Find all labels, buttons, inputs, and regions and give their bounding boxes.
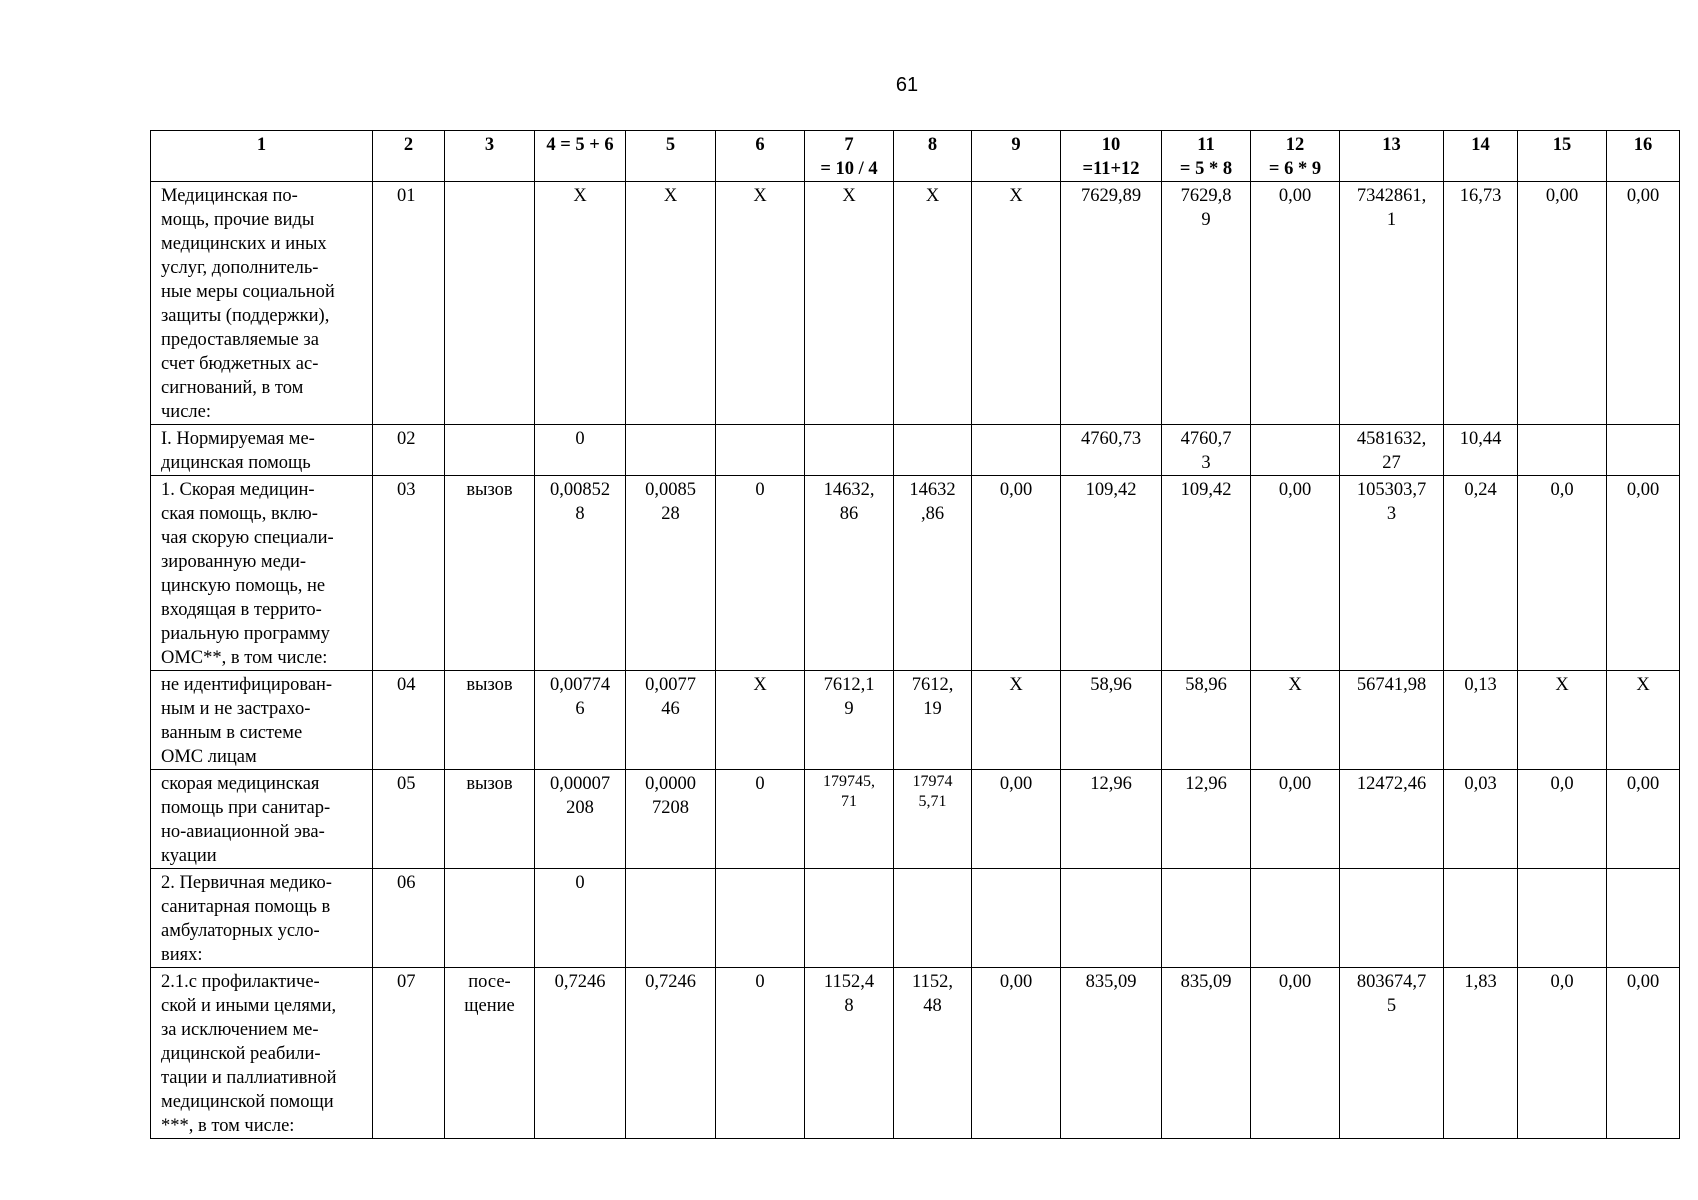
row-code-cell: 05 — [373, 770, 445, 869]
value-cell: 0,00 — [1607, 476, 1680, 671]
header-row — [151, 131, 1680, 182]
value-cell: 7342861, 1 — [1340, 182, 1444, 425]
value-cell: 14632 ,86 — [894, 476, 972, 671]
value-cell — [716, 869, 805, 968]
table-row — [151, 869, 1680, 968]
value-cell: 4581632, 27 — [1340, 425, 1444, 476]
value-cell: 0,13 — [1444, 671, 1518, 770]
value-cell: 0,00 — [1607, 182, 1680, 425]
header-cell: 8 — [894, 131, 972, 182]
header-cell: 9 — [972, 131, 1061, 182]
row-code-cell: 03 — [373, 476, 445, 671]
value-cell: 105303,7 3 — [1340, 476, 1444, 671]
value-cell — [716, 425, 805, 476]
value-cell: 12472,46 — [1340, 770, 1444, 869]
data-table — [150, 130, 1680, 1139]
value-cell: 0,0 — [1518, 770, 1607, 869]
value-cell: 58,96 — [1061, 671, 1162, 770]
header-cell: 3 — [445, 131, 535, 182]
value-cell: X — [1518, 671, 1607, 770]
row-code-cell: 01 — [373, 182, 445, 425]
value-cell — [1518, 425, 1607, 476]
value-cell: 4760,73 — [1061, 425, 1162, 476]
value-cell: 7629,89 — [1061, 182, 1162, 425]
header-cell: 10 =11+12 — [1061, 131, 1162, 182]
value-cell: 1,83 — [1444, 968, 1518, 1139]
row-name-cell: I. Нормируемая ме- дицинская помощь — [151, 425, 373, 476]
value-cell: 0,03 — [1444, 770, 1518, 869]
value-cell: 0 — [716, 476, 805, 671]
value-cell — [972, 425, 1061, 476]
value-cell: 0,00 — [972, 968, 1061, 1139]
value-cell: X — [626, 182, 716, 425]
value-cell: 1152,4 8 — [805, 968, 894, 1139]
header-cell: 4 = 5 + 6 — [535, 131, 626, 182]
value-cell: 4760,7 3 — [1162, 425, 1251, 476]
value-cell: 1152, 48 — [894, 968, 972, 1139]
value-cell: 16,73 — [1444, 182, 1518, 425]
unit-cell: вызов — [445, 476, 535, 671]
unit-cell — [445, 182, 535, 425]
value-cell: 0,0085 28 — [626, 476, 716, 671]
value-cell: 835,09 — [1061, 968, 1162, 1139]
header-cell: 12 = 6 * 9 — [1251, 131, 1340, 182]
value-cell: 0,0 — [1518, 968, 1607, 1139]
value-cell: 0,00 — [1518, 182, 1607, 425]
header-cell: 14 — [1444, 131, 1518, 182]
value-cell: 0,00 — [1607, 968, 1680, 1139]
value-cell: 0,24 — [1444, 476, 1518, 671]
row-name-cell: 2.1.с профилактиче- ской и иными целями, за исключением ме- дицинской реабили- тации и паллиативной медицинской помощи ***, в том числе: — [151, 968, 373, 1139]
value-cell — [972, 869, 1061, 968]
header-cell: 5 — [626, 131, 716, 182]
table-row — [151, 770, 1680, 869]
table-row — [151, 671, 1680, 770]
value-cell: 0,00 — [1251, 476, 1340, 671]
row-name-cell: 1. Скорая медицин- ская помощь, вклю- чая скорую специали- зированную меди- цинскую помощь, не входящая в террито- риальную программу ОМС**, в том числе: — [151, 476, 373, 671]
value-cell: X — [894, 182, 972, 425]
value-cell: 7612, 19 — [894, 671, 972, 770]
value-cell: 0,00 — [972, 476, 1061, 671]
header-cell: 15 — [1518, 131, 1607, 182]
value-cell: 109,42 — [1162, 476, 1251, 671]
value-cell — [1061, 869, 1162, 968]
value-cell: 17974 5,71 — [894, 770, 972, 869]
value-cell: 0,7246 — [626, 968, 716, 1139]
value-cell — [1607, 869, 1680, 968]
header-cell: 7 = 10 / 4 — [805, 131, 894, 182]
value-cell: 0,0 — [1518, 476, 1607, 671]
value-cell: 12,96 — [1162, 770, 1251, 869]
table-row — [151, 476, 1680, 671]
unit-cell — [445, 425, 535, 476]
value-cell: 0,00774 6 — [535, 671, 626, 770]
unit-cell — [445, 869, 535, 968]
value-cell — [1518, 869, 1607, 968]
value-cell — [805, 869, 894, 968]
value-cell: 56741,98 — [1340, 671, 1444, 770]
value-cell — [1251, 425, 1340, 476]
value-cell: 0,00007 208 — [535, 770, 626, 869]
value-cell: 0,0077 46 — [626, 671, 716, 770]
value-cell: 0,0000 7208 — [626, 770, 716, 869]
value-cell: 0,00 — [1251, 182, 1340, 425]
value-cell: 0,00 — [1607, 770, 1680, 869]
row-code-cell: 04 — [373, 671, 445, 770]
value-cell: 0 — [716, 770, 805, 869]
value-cell: 14632, 86 — [805, 476, 894, 671]
value-cell: 10,44 — [1444, 425, 1518, 476]
unit-cell: вызов — [445, 671, 535, 770]
unit-cell: вызов — [445, 770, 535, 869]
value-cell: 109,42 — [1061, 476, 1162, 671]
value-cell — [626, 425, 716, 476]
header-cell: 2 — [373, 131, 445, 182]
row-name-cell: скорая медицинская помощь при санитар- но-авиационной эва- куации — [151, 770, 373, 869]
value-cell: X — [805, 182, 894, 425]
value-cell: 0 — [535, 425, 626, 476]
value-cell: 12,96 — [1061, 770, 1162, 869]
value-cell: 0,00852 8 — [535, 476, 626, 671]
header-cell: 16 — [1607, 131, 1680, 182]
value-cell — [894, 869, 972, 968]
row-code-cell: 02 — [373, 425, 445, 476]
value-cell: 0,00 — [972, 770, 1061, 869]
value-cell: 7612,1 9 — [805, 671, 894, 770]
table-row — [151, 968, 1680, 1139]
value-cell: 58,96 — [1162, 671, 1251, 770]
header-cell: 13 — [1340, 131, 1444, 182]
value-cell — [1251, 869, 1340, 968]
table-row — [151, 425, 1680, 476]
value-cell: X — [716, 182, 805, 425]
value-cell: 7629,8 9 — [1162, 182, 1251, 425]
value-cell: 0 — [716, 968, 805, 1139]
header-cell: 11 = 5 * 8 — [1162, 131, 1251, 182]
value-cell: 179745, 71 — [805, 770, 894, 869]
table-row — [151, 182, 1680, 425]
value-cell — [894, 425, 972, 476]
value-cell: X — [972, 671, 1061, 770]
row-name-cell: 2. Первичная медико- санитарная помощь в амбулаторных усло- виях: — [151, 869, 373, 968]
value-cell — [805, 425, 894, 476]
value-cell — [1340, 869, 1444, 968]
unit-cell: посе- щение — [445, 968, 535, 1139]
row-code-cell: 07 — [373, 968, 445, 1139]
row-name-cell: не идентифицирован- ным и не застрахо- ванным в системе ОМС лицам — [151, 671, 373, 770]
value-cell — [626, 869, 716, 968]
value-cell: 0,7246 — [535, 968, 626, 1139]
value-cell: 835,09 — [1162, 968, 1251, 1139]
row-name-cell: Медицинская по- мощь, прочие виды медицинских и иных услуг, дополнитель- ные меры социальной защиты (поддержки), предоставляемые за счет бюджетных ас- сигнований, в том числе: — [151, 182, 373, 425]
value-cell: X — [1607, 671, 1680, 770]
value-cell: X — [972, 182, 1061, 425]
header-cell: 1 — [151, 131, 373, 182]
value-cell: 803674,7 5 — [1340, 968, 1444, 1139]
value-cell: 0,00 — [1251, 770, 1340, 869]
value-cell: X — [1251, 671, 1340, 770]
value-cell: 0 — [535, 869, 626, 968]
value-cell: X — [716, 671, 805, 770]
value-cell: X — [535, 182, 626, 425]
value-cell — [1444, 869, 1518, 968]
row-code-cell: 06 — [373, 869, 445, 968]
page-number: 61 — [895, 74, 919, 96]
header-cell: 6 — [716, 131, 805, 182]
value-cell — [1162, 869, 1251, 968]
value-cell: 0,00 — [1251, 968, 1340, 1139]
value-cell — [1607, 425, 1680, 476]
